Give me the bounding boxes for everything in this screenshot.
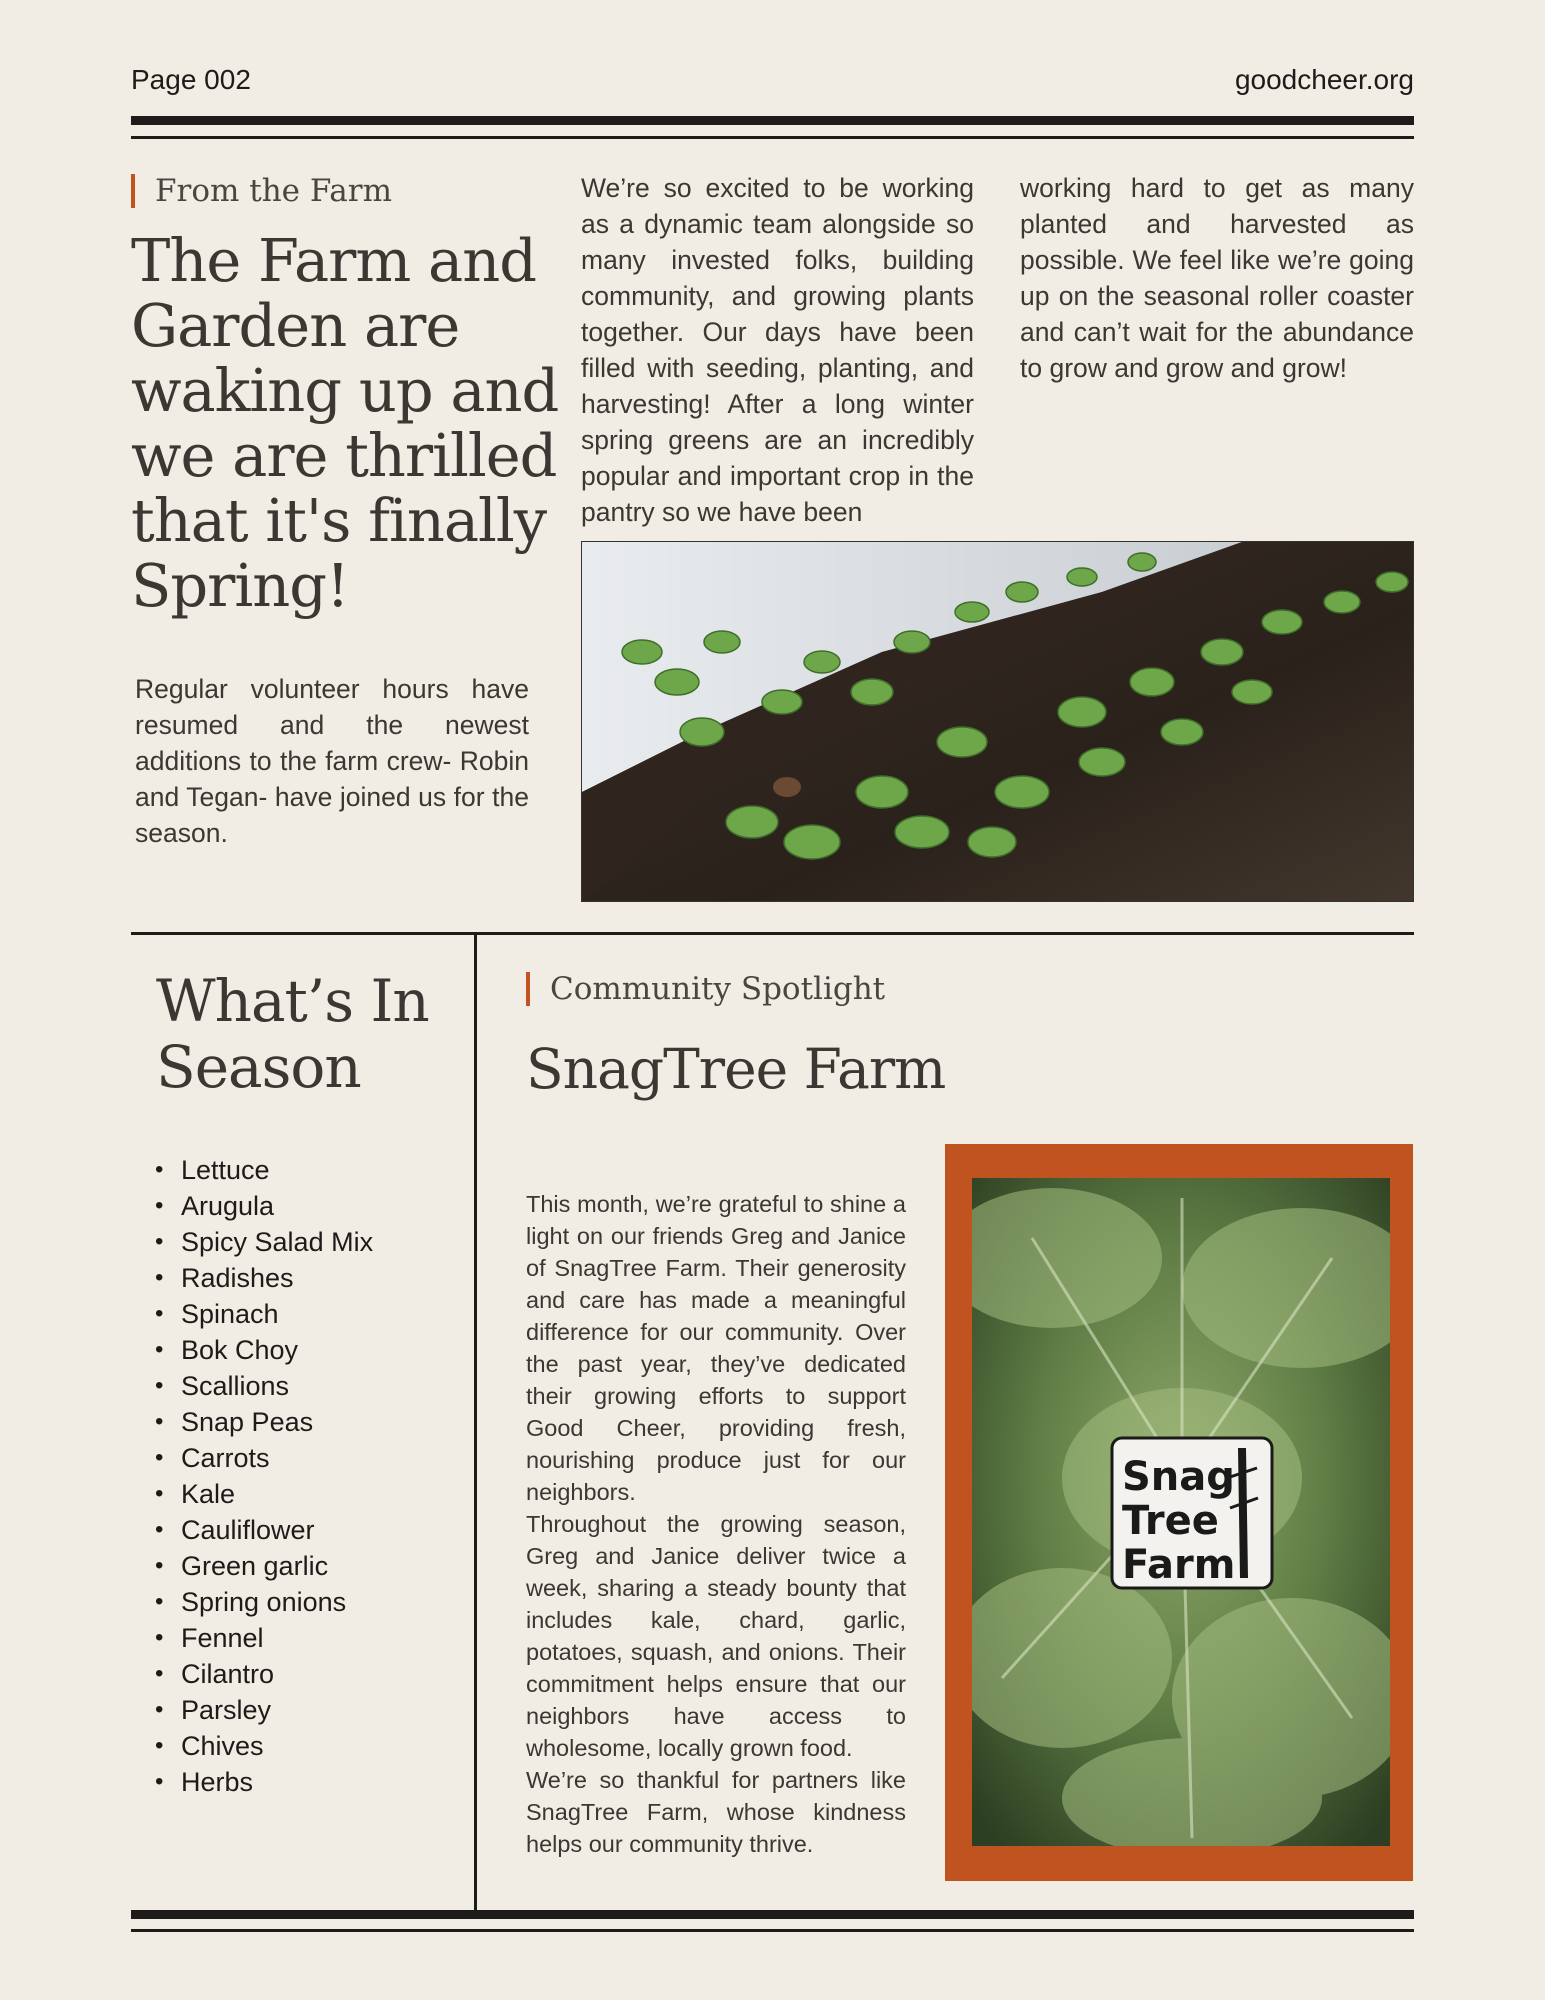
list-item: • Green garlic [153,1548,373,1584]
list-item: • Bok Choy [153,1332,373,1368]
spotlight-title: SnagTree Farm [526,1037,946,1101]
list-item: • Chives [153,1728,373,1764]
list-item: • Snap Peas [153,1404,373,1440]
footer-rule-thick [131,1910,1414,1919]
season-list [153,1152,373,1800]
logo-line: Tree [1122,1498,1219,1544]
header-rule-thick [131,116,1414,125]
list-item: • Parsley [153,1692,373,1728]
list-item: • Radishes [153,1260,373,1296]
spotlight-photo-frame [945,1144,1413,1881]
season-title-line: What’s In [156,967,429,1035]
list-item: • Fennel [153,1620,373,1656]
spotlight-paragraph: Throughout the growing season, Greg and Janice deliver twice a week, sharing a steady bounty that includes kale, chard, garlic, potatoes, squash, and onions. Their commitment helps ensure that our neighbors have access to wholesome, locally grown food. [526,1511,906,1761]
farm-body-col2: working hard to get as many planted and harvested as possible. We feel like we’re going up on the seasonal roller coaster and can’t wait for the abundance to grow and grow and grow! [1020,173,1414,383]
footer-rule-thin [131,1929,1414,1932]
logo-line: Snag [1122,1454,1235,1500]
farm-body-col1: We’re so excited to be working as a dynamic team alongside so many invested folks, building community, and growing plants together. Our days have been filled with seeding, planting, and harvesting! After a long winter spring greens are an incredibly popular and important crop in the pantry so we have been [581,173,974,527]
list-item: • Spicy Salad Mix [153,1224,373,1260]
headline-line: we are thrilled [131,421,557,490]
headline-line: Spring! [131,551,349,620]
column-divider [474,934,477,1911]
list-item: • Spring onions [153,1584,373,1620]
site-link[interactable]: goodcheer.org [1234,64,1414,95]
season-title [156,968,429,1100]
list-item: • Carrots [153,1440,373,1476]
farm-headline [131,228,561,618]
section-kicker-farm: From the Farm [131,174,392,208]
page-number: Page 002 [131,64,251,95]
list-item: • Scallions [153,1368,373,1404]
section-kicker-spotlight: Community Spotlight [526,972,885,1006]
list-item: • Spinach [153,1296,373,1332]
spotlight-body [526,1188,906,1860]
spotlight-paragraph: This month, we’re grateful to shine a light on our friends Greg and Janice of SnagTree Farm. Their generosity and care has made a meaningful difference for our community. Over the past year, they’ve dedicated their growing efforts to support Good Cheer, providing fresh, nourishing produce just for our neighbors. [526,1191,906,1505]
spotlight-paragraph: We’re so thankful for partners like SnagTree Farm, whose kindness helps our community thrive. [526,1767,906,1857]
list-item: • Kale [153,1476,373,1512]
season-title-line: Season [156,1033,361,1101]
list-item: • Herbs [153,1764,373,1800]
farm-intro: Regular volunteer hours have resumed and the newest additions to the farm crew- Robin and Tegan- have joined us for the season. [135,674,529,848]
pea-shoots-photo [581,541,1414,902]
logo-line: Farm [1122,1542,1236,1588]
headline-line: Garden are [131,291,460,360]
cabbage-photo [972,1178,1390,1846]
headline-line: waking up and [131,356,559,425]
section-divider [131,932,1414,935]
list-item: • Lettuce [153,1152,373,1188]
list-item: • Cauliflower [153,1512,373,1548]
headline-line: The Farm and [131,226,536,295]
header-rule-thin [131,136,1414,139]
list-item: • Arugula [153,1188,373,1224]
list-item: • Cilantro [153,1656,373,1692]
headline-line: that it's finally [131,486,547,555]
